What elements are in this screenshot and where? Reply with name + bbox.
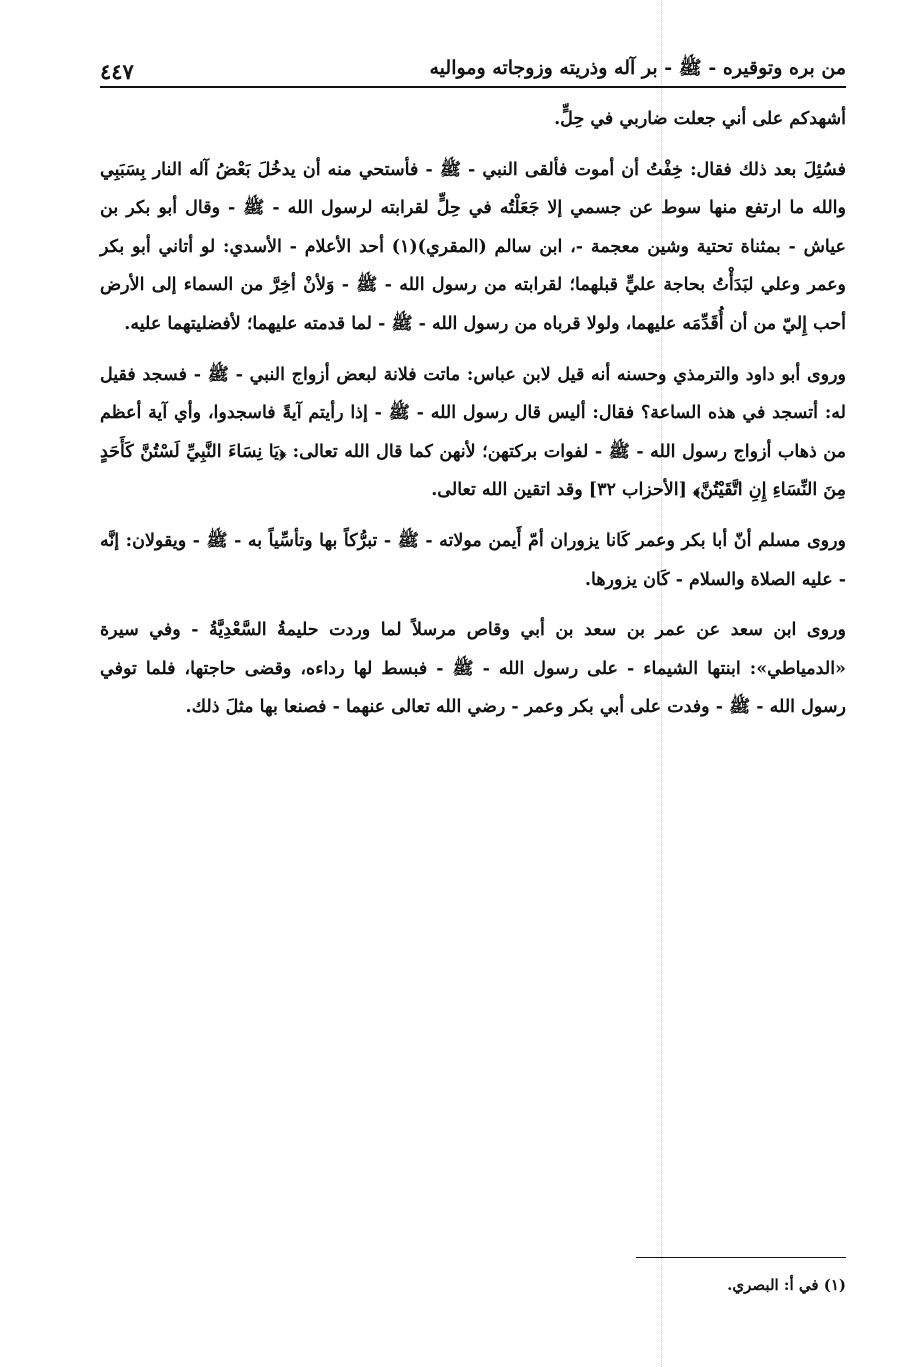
paragraph: فسُئِلَ بعد ذلك فقال: خِفْتُ أن أموت فألقى النبي - ﷺ - فأستحي منه أن يدخُلَ بَعْضُ آله النار بِسَبَبِي والله ما ارتفع منها سوط عن جسمي إلا جَعَلْتُه في حِلٍّ لقرابته لرسول الله - ﷺ - وقال أبو بكر بن عياش - بمثناة تحتية وشين معجمة -، ابن سالم (المقري)(١) أحد الأعلام - الأسدي: لو أتاني أبو بكر وعمر وعلي لبَدَأْتُ بحاجة عليٍّ قبلهما؛ لقرابته من رسول الله - ﷺ - وَلأنْ أخِرَّ من السماء إلى الأرض أحب إِليّ من أن أُقَدِّمَه عليهما، ولولا قرباه من رسول الله - ﷺ - لما قدمته عليهما؛ لأفضليتهما عليه. <box>100 159 846 334</box>
page-header <box>100 44 846 84</box>
paragraph: أشهدكم على أني جعلت ضاربي في حِلٍّ. <box>554 109 846 129</box>
paragraph: وروى أبو داود والترمذي وحسنه أنه قيل لابن عباس: ماتت فلانة لبعض أزواج النبي - ﷺ - فسجد فقيل له: أتسجد في هذه الساعة؟ فقال: أليس قال رسول الله - ﷺ - إذا رأيتم آيةً فاسجدوا، وأي آية أعظم من ذهاب أزواج رسول الله - ﷺ - لفوات بركتهن؛ لأنهن كما قال الله تعالى: ﴿يَا نِسَاءَ النَّبِيِّ لَسْتُنَّ كَأَحَدٍ مِنَ النِّسَاءِ إِنِ اتَّقَيْتُنَّ﴾ [الأحزاب ٣٢] وقد اتقين الله تعالى. <box>100 364 846 501</box>
running-head: من بره وتوقيره - ﷺ - بر آله وذريته وزوجاته ومواليه <box>429 57 846 79</box>
page-number: ٤٤٧ <box>100 59 134 84</box>
footnote: (١) في أ: البصري. <box>727 1276 846 1294</box>
paragraph: وروى مسلم أنّ أبا بكر وعمر كَانا يزوران أمّ أَيمن مولاته - ﷺ - تبرُّكاً بها وتأسِّياً به - ﷺ - ويقولان: إنَّه - عليه الصلاة والسلام - كَان يزورها. <box>100 530 846 590</box>
footnote-divider <box>636 1257 846 1258</box>
header-divider <box>100 86 846 88</box>
paragraph: وروى ابن سعد عن عمر بن سعد بن أبي وقاص مرسلاً لما وردت حليمةُ السَّعْدِيَّةُ - وفي سيرة «الدمياطي»: ابنتها الشيماء - على رسول الله - ﷺ - فبسط لها رداءه، وقضى حاجتها، فلما توفي رسول الله - ﷺ - وفدت على أبي بكر وعمر - رضي الله تعالى عنهما - فصنعا بها مثلَ ذلك. <box>100 620 846 718</box>
main-text <box>100 100 846 739</box>
